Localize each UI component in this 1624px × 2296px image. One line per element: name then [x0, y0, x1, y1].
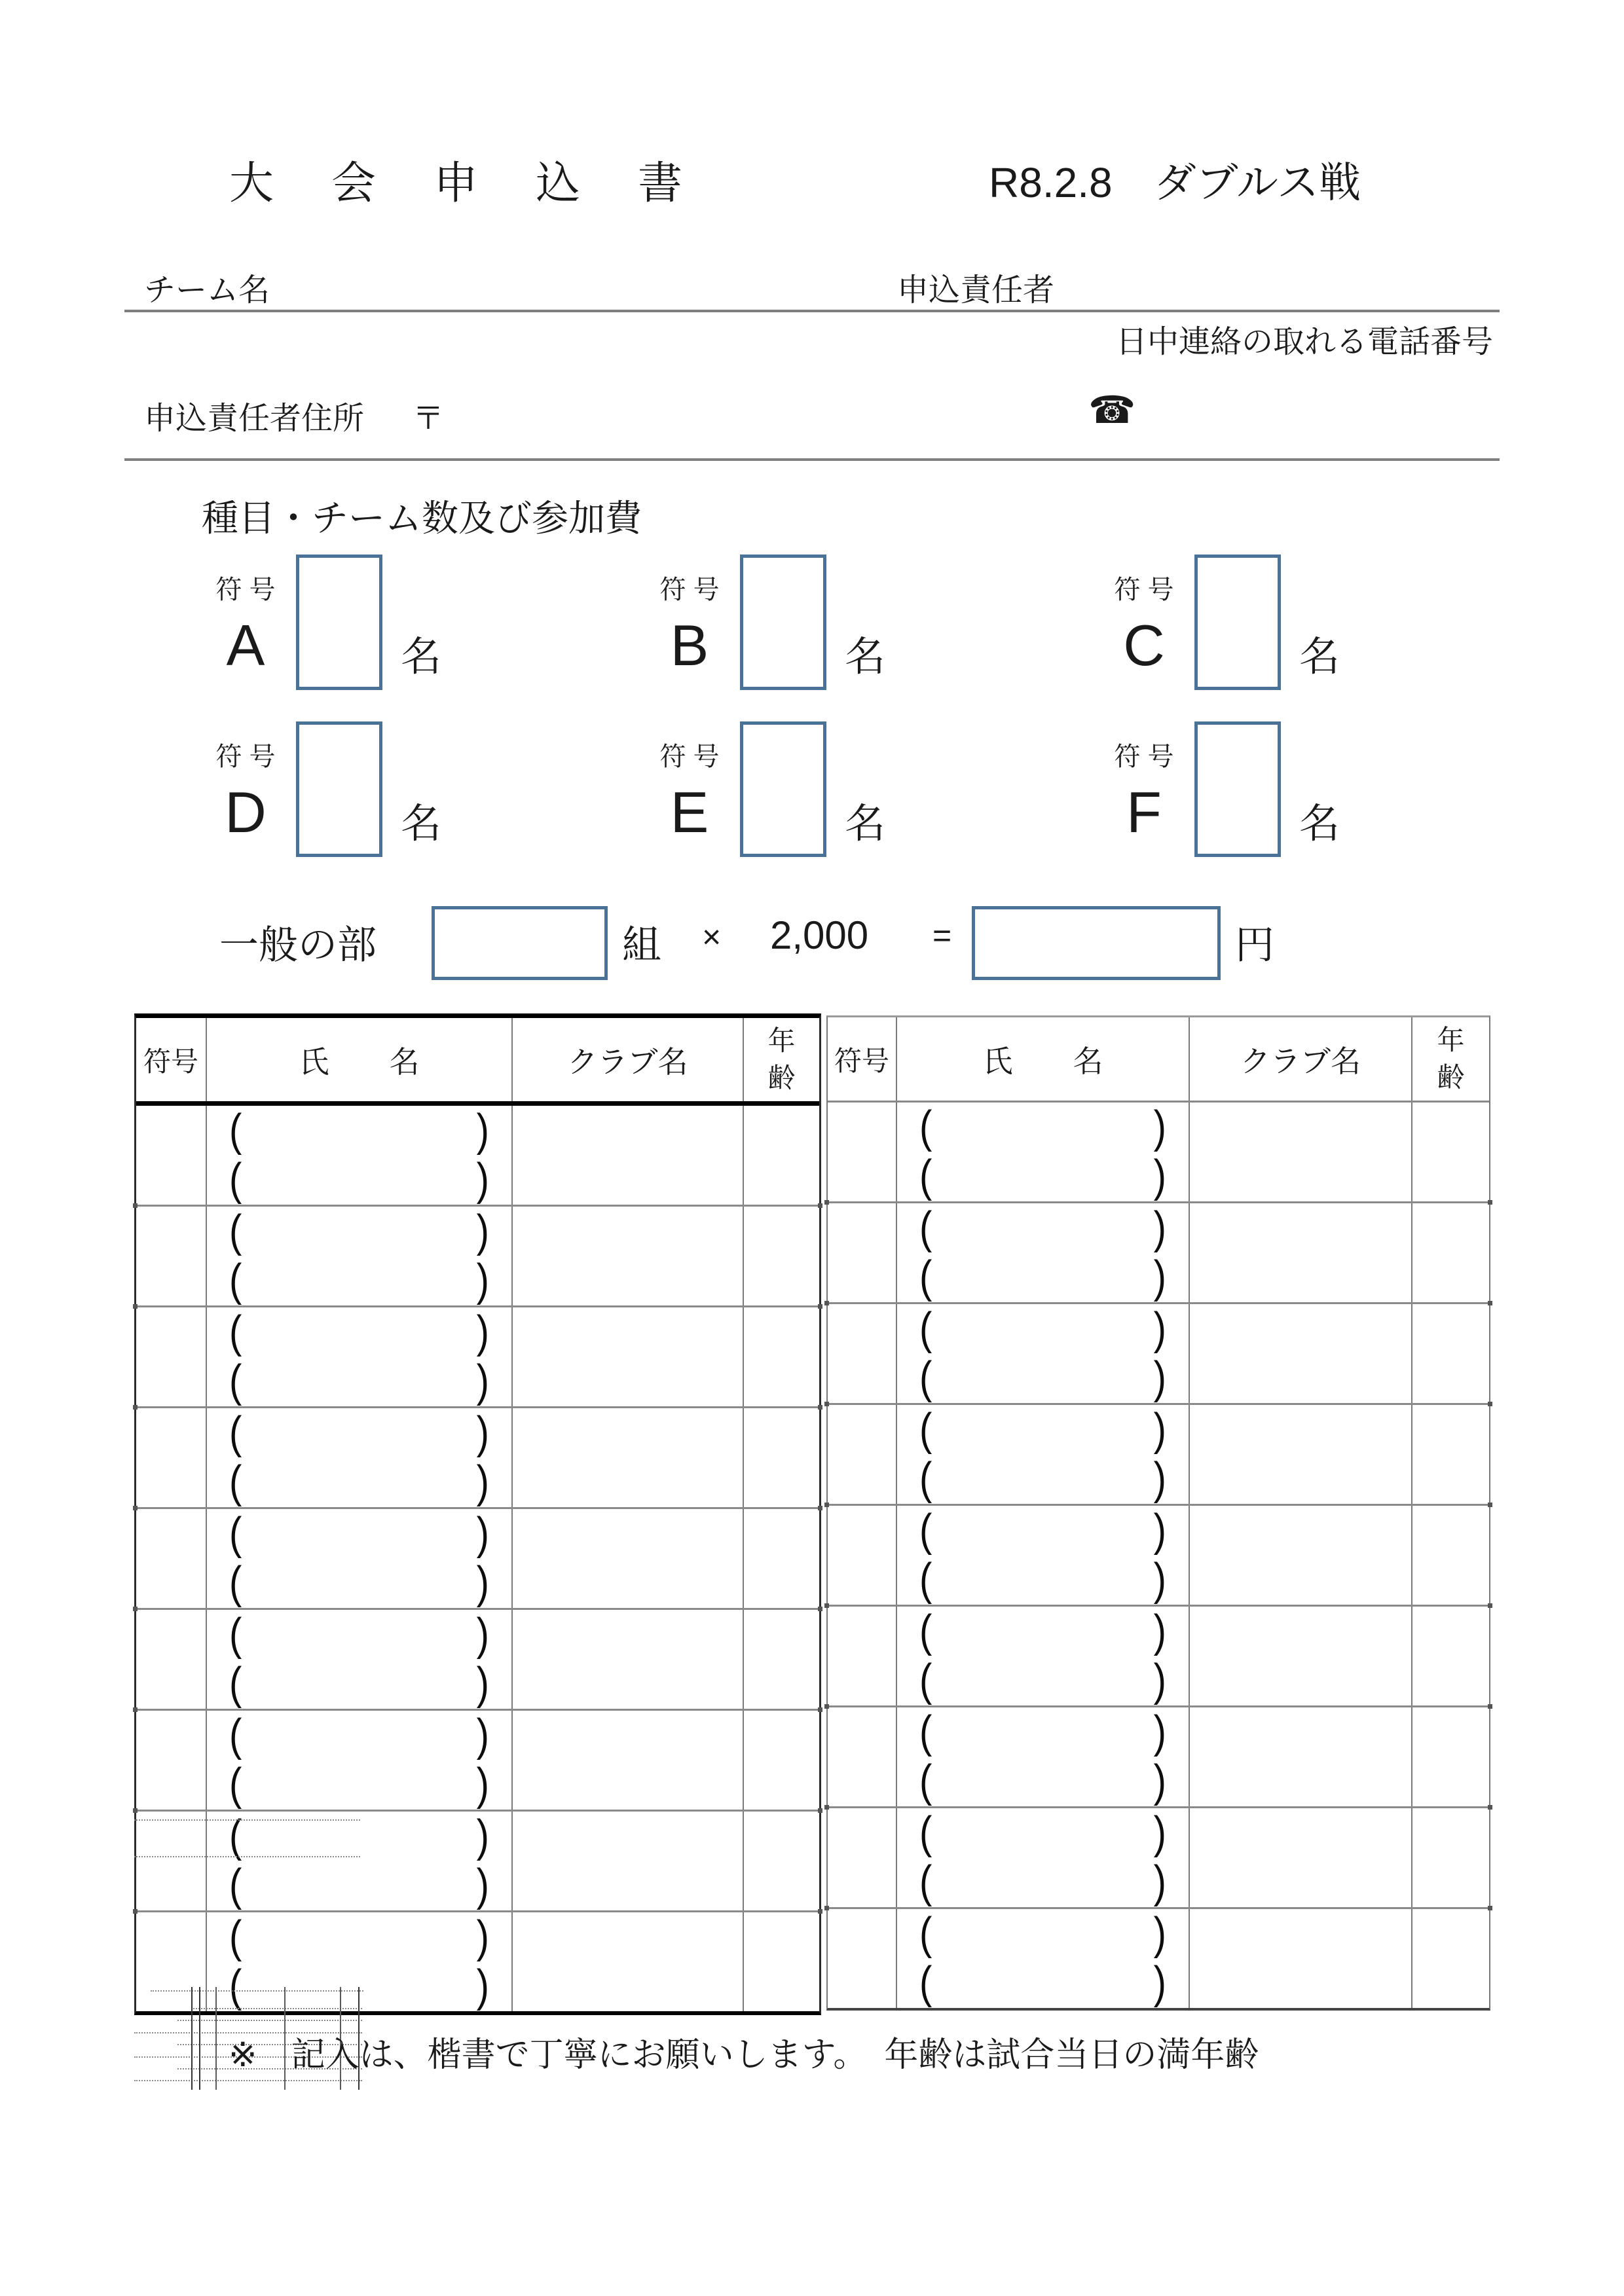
table-row [828, 1605, 1489, 1705]
entry-code-group-a [196, 555, 563, 690]
roster-name-cell[interactable] [207, 1812, 513, 1910]
col-header-age [744, 1018, 819, 1101]
scan-artifact-line [199, 1987, 200, 2090]
age-header-line2: 齢 [767, 1062, 796, 1093]
code-count-box-f[interactable] [1194, 721, 1281, 857]
scan-artifact-line [151, 1990, 363, 1992]
roster-age-cell[interactable] [1412, 1405, 1489, 1504]
table-row [828, 1102, 1489, 1201]
roster-code-cell[interactable] [828, 1707, 897, 1806]
paren-close: ) [1153, 1353, 1166, 1404]
roster-name-line[interactable] [207, 1458, 511, 1508]
paren-close: ) [1153, 1908, 1166, 1959]
entry-code-group-c [1095, 555, 1462, 690]
roster-code-cell[interactable] [828, 1405, 897, 1504]
roster-name-line[interactable] [207, 1711, 511, 1760]
table-row [828, 1504, 1489, 1605]
paren-close: ) [1153, 1404, 1166, 1455]
roster-name-line[interactable] [897, 1757, 1189, 1807]
paren-close: ) [476, 1709, 489, 1760]
roster-age-cell[interactable] [744, 1509, 819, 1608]
paren-close: ) [1153, 1151, 1166, 1202]
roster-name-line[interactable] [897, 1102, 1189, 1152]
telephone-icon: ☎ [1088, 389, 1136, 431]
scan-artifact-line [177, 2020, 362, 2021]
scan-artifact-line [191, 2008, 362, 2009]
roster-name-cell[interactable] [897, 1102, 1190, 1201]
roster-club-cell[interactable] [513, 1307, 744, 1406]
table-row [136, 1810, 819, 1910]
roster-age-cell[interactable] [744, 1711, 819, 1810]
postal-mark-icon: 〒 [413, 401, 445, 436]
roster-club-cell[interactable] [513, 1106, 744, 1205]
paren-close: ) [1153, 1655, 1166, 1706]
roster-code-cell[interactable] [828, 1506, 897, 1605]
pairs-count-box[interactable] [432, 906, 608, 980]
age-header-line2: 齢 [1437, 1061, 1465, 1093]
paren-open: ( [229, 1205, 242, 1256]
paren-open: ( [919, 1756, 932, 1807]
scan-artifact-line [134, 1856, 360, 1857]
entry-code-group-d [196, 721, 563, 857]
event-date-title: R8.2.8 ダブルス戦 [989, 159, 1361, 206]
roster-name-cell[interactable] [207, 1711, 513, 1810]
roster-code-cell[interactable] [136, 1610, 207, 1709]
paren-open: ( [229, 1558, 242, 1609]
paren-close: ) [476, 1911, 489, 1962]
code-letter: B [670, 613, 709, 678]
daytime-phone-label: 日中連絡の取れる電話番号 [1115, 325, 1493, 359]
paren-close: ) [1153, 1857, 1166, 1908]
col-header-name: 氏 名 [897, 1017, 1190, 1101]
roster-club-cell[interactable] [513, 1408, 744, 1507]
roster-club-cell[interactable] [1190, 1405, 1412, 1504]
paren-close: ) [476, 1860, 489, 1911]
paren-open: ( [919, 1504, 932, 1556]
roster-name-cell[interactable] [207, 1509, 513, 1608]
paren-open: ( [919, 1908, 932, 1959]
roster-club-cell[interactable] [1190, 1707, 1412, 1806]
col-header-code: 符号 [136, 1018, 207, 1101]
paren-open: ( [229, 1810, 242, 1861]
paren-open: ( [919, 1857, 932, 1908]
roster-club-cell[interactable] [513, 1207, 744, 1305]
roster-name-line[interactable] [207, 1760, 511, 1810]
code-label: 符 号 [1114, 742, 1174, 771]
roster-age-cell[interactable] [1412, 1707, 1489, 1806]
roster-code-cell[interactable] [828, 1808, 897, 1907]
roster-age-cell[interactable] [744, 1610, 819, 1709]
general-division-label: 一般の部 [219, 923, 377, 967]
roster-name-line[interactable] [897, 1909, 1189, 1959]
paren-open: ( [919, 1101, 932, 1152]
paren-close: ) [476, 1759, 489, 1810]
code-count-box-e[interactable] [740, 721, 826, 857]
roster-name-line[interactable] [897, 1405, 1189, 1455]
footnote-instructions: ※ 記入は、楷書で丁寧にお願いします。 年齢は試合当日の満年齢 [229, 2036, 1259, 2074]
paren-close: ) [1153, 1101, 1166, 1152]
paren-open: ( [919, 1252, 932, 1303]
roster-name-cell[interactable] [897, 1607, 1190, 1705]
roster-name-line[interactable] [897, 1656, 1189, 1706]
manager-address-field[interactable] [458, 386, 1048, 452]
paren-close: ) [476, 1961, 489, 2012]
paren-close: ) [476, 1457, 489, 1508]
table-row [828, 1403, 1489, 1504]
age-header-line1: 年 [1437, 1024, 1465, 1055]
code-label: 符 号 [659, 575, 720, 604]
entry-code-group-e [640, 721, 1007, 857]
col-header-club: クラブ名 [513, 1018, 744, 1101]
roster-age-cell[interactable] [744, 1912, 819, 2011]
paren-close: ) [476, 1356, 489, 1407]
table-row [136, 1305, 819, 1406]
paren-close: ) [1153, 1453, 1166, 1504]
roster-club-cell[interactable] [1190, 1808, 1412, 1907]
paren-open: ( [919, 1807, 932, 1858]
col-header-name: 氏 名 [207, 1018, 513, 1101]
roster-club-cell[interactable] [1190, 1203, 1412, 1302]
paren-open: ( [229, 1860, 242, 1911]
table-row [136, 1406, 819, 1507]
col-header-club: クラブ名 [1190, 1017, 1412, 1101]
paren-open: ( [229, 1759, 242, 1810]
equals-sign: = [932, 917, 952, 954]
roster-club-cell[interactable] [513, 1711, 744, 1810]
paren-open: ( [919, 1655, 932, 1706]
header-rule-bottom [124, 458, 1500, 461]
paren-open: ( [229, 1255, 242, 1306]
age-header-line1: 年 [767, 1025, 796, 1056]
code-letter: D [225, 780, 267, 845]
roster-table-right [826, 1015, 1490, 2011]
roster-name-line[interactable] [207, 1357, 511, 1407]
paren-close: ) [476, 1104, 489, 1156]
roster-name-cell[interactable] [897, 1808, 1190, 1907]
paren-open: ( [229, 1457, 242, 1508]
roster-code-cell[interactable] [828, 1304, 897, 1403]
code-unit-label: 名 [1299, 634, 1340, 680]
entry-code-group-b [640, 555, 1007, 690]
scan-artifact-line [134, 1819, 360, 1821]
manager-address-label: 申込責任者住所 [144, 401, 365, 436]
table-row [136, 1507, 819, 1608]
page-title: 大 会 申 込 書 [229, 158, 690, 208]
scan-artifact-line [191, 1987, 193, 2090]
paren-close: ) [476, 1255, 489, 1306]
total-fee-box[interactable] [972, 906, 1221, 980]
roster-table-left [134, 1013, 821, 2015]
roster-name-line[interactable] [897, 1959, 1189, 2009]
paren-close: ) [476, 1558, 489, 1609]
scan-artifact-line [215, 1987, 217, 2090]
roster-code-cell[interactable] [828, 1102, 897, 1201]
roster-age-cell[interactable] [1412, 1304, 1489, 1403]
roster-club-cell[interactable] [1190, 1506, 1412, 1605]
currency-label: 円 [1235, 923, 1274, 967]
roster-name-cell[interactable] [207, 1106, 513, 1205]
pairs-unit-label: 組 [622, 923, 661, 967]
roster-name-line[interactable] [207, 1307, 511, 1357]
paren-close: ) [1153, 1756, 1166, 1807]
roster-name-line[interactable] [897, 1203, 1189, 1253]
roster-name-line[interactable] [207, 1207, 511, 1256]
roster-age-cell[interactable] [744, 1408, 819, 1507]
roster-club-cell[interactable] [513, 1812, 744, 1910]
roster-age-cell[interactable] [744, 1307, 819, 1406]
table-row [136, 1910, 819, 2011]
paren-open: ( [919, 1353, 932, 1404]
roster-name-cell[interactable] [897, 1304, 1190, 1403]
roster-name-cell[interactable] [207, 1207, 513, 1305]
roster-club-cell[interactable] [1190, 1909, 1412, 2008]
roster-code-cell[interactable] [136, 1106, 207, 1205]
table-row [828, 1907, 1489, 2008]
roster-name-cell[interactable] [897, 1707, 1190, 1806]
paren-open: ( [919, 1554, 932, 1605]
fee-per-pair: 2,000 [770, 913, 869, 957]
multiply-sign: × [702, 919, 722, 955]
roster-code-cell[interactable] [136, 1408, 207, 1507]
code-label: 符 号 [659, 742, 720, 771]
roster-age-cell[interactable] [1412, 1909, 1489, 2008]
paren-open: ( [919, 1453, 932, 1504]
paren-open: ( [919, 1958, 932, 2009]
roster-name-cell[interactable] [207, 1912, 513, 2011]
roster-body [136, 1106, 819, 2011]
table-row [136, 1709, 819, 1810]
roster-name-line[interactable] [207, 1106, 511, 1156]
code-count-box-c[interactable] [1194, 555, 1281, 690]
roster-name-line[interactable] [897, 1506, 1189, 1556]
roster-name-cell[interactable] [897, 1909, 1190, 2008]
entry-code-labels [196, 555, 295, 678]
paren-open: ( [919, 1404, 932, 1455]
col-header-age [1412, 1017, 1489, 1101]
roster-name-line[interactable] [207, 1610, 511, 1660]
roster-code-cell[interactable] [828, 1607, 897, 1705]
roster-name-cell[interactable] [897, 1506, 1190, 1605]
roster-club-cell[interactable] [1190, 1304, 1412, 1403]
table-row [828, 1302, 1489, 1403]
paren-close: ) [1153, 1303, 1166, 1354]
roster-header [136, 1018, 819, 1106]
code-count-box-b[interactable] [740, 555, 826, 690]
paren-close: ) [476, 1508, 489, 1559]
roster-code-cell[interactable] [136, 1812, 207, 1910]
entry-code-labels [640, 721, 739, 845]
paren-open: ( [229, 1407, 242, 1458]
roster-name-line[interactable] [897, 1808, 1189, 1858]
table-row [136, 1608, 819, 1709]
roster-age-cell[interactable] [1412, 1102, 1489, 1201]
roster-age-cell[interactable] [1412, 1607, 1489, 1705]
roster-name-cell[interactable] [207, 1610, 513, 1709]
paren-close: ) [476, 1205, 489, 1256]
col-header-code: 符号 [828, 1017, 897, 1101]
roster-name-cell[interactable] [897, 1405, 1190, 1504]
entry-code-group-f [1095, 721, 1462, 857]
table-row [136, 1106, 819, 1205]
code-letter: C [1123, 613, 1165, 678]
paren-close: ) [1153, 1202, 1166, 1253]
paren-close: ) [1153, 1807, 1166, 1858]
entry-code-labels [640, 555, 739, 678]
paren-close: ) [476, 1810, 489, 1861]
roster-name-line[interactable] [207, 1660, 511, 1709]
paren-close: ) [1153, 1252, 1166, 1303]
roster-name-line[interactable] [897, 1253, 1189, 1303]
roster-code-cell[interactable] [136, 1711, 207, 1810]
manager-label: 申込責任者 [897, 273, 1055, 308]
roster-name-cell[interactable] [897, 1203, 1190, 1302]
paren-close: ) [1153, 1504, 1166, 1556]
code-count-box-d[interactable] [296, 721, 382, 857]
table-row [828, 1705, 1489, 1806]
code-unit-label: 名 [401, 634, 442, 680]
paren-close: ) [476, 1658, 489, 1709]
roster-name-line[interactable] [897, 1455, 1189, 1504]
manager-name-field[interactable] [1087, 259, 1493, 308]
paren-open: ( [919, 1202, 932, 1253]
phone-number-field[interactable] [1139, 386, 1493, 452]
roster-name-cell[interactable] [207, 1408, 513, 1507]
code-unit-label: 名 [1299, 801, 1340, 847]
entry-code-labels [1095, 555, 1193, 678]
code-letter: E [670, 780, 709, 845]
paren-close: ) [476, 1407, 489, 1458]
roster-age-cell[interactable] [744, 1207, 819, 1305]
code-label: 符 号 [1114, 575, 1174, 604]
roster-code-cell[interactable] [136, 1307, 207, 1406]
paren-open: ( [229, 1709, 242, 1760]
roster-name-line[interactable] [207, 1256, 511, 1306]
header-rule-top [124, 310, 1500, 312]
roster-name-line[interactable] [897, 1304, 1189, 1354]
roster-club-cell[interactable] [513, 1610, 744, 1709]
paren-close: ) [1153, 1706, 1166, 1757]
table-row [828, 1201, 1489, 1302]
roster-name-line[interactable] [207, 1559, 511, 1609]
roster-name-line[interactable] [897, 1556, 1189, 1605]
code-label: 符 号 [215, 575, 276, 604]
paren-open: ( [919, 1605, 932, 1656]
entry-code-labels [1095, 721, 1193, 845]
roster-name-line[interactable] [897, 1858, 1189, 1908]
roster-body [828, 1102, 1489, 2008]
paren-open: ( [229, 1306, 242, 1357]
roster-age-cell[interactable] [744, 1106, 819, 1205]
team-name-field[interactable] [288, 259, 805, 308]
table-row [828, 1806, 1489, 1907]
roster-club-cell[interactable] [513, 1912, 744, 2011]
code-unit-label: 名 [845, 634, 886, 680]
paren-close: ) [476, 1154, 489, 1205]
roster-age-cell[interactable] [1412, 1808, 1489, 1907]
table-row [136, 1205, 819, 1305]
roster-name-line[interactable] [207, 1509, 511, 1559]
paren-close: ) [1153, 1554, 1166, 1605]
code-label: 符 号 [215, 742, 276, 771]
paren-open: ( [229, 1911, 242, 1962]
paren-open: ( [229, 1154, 242, 1205]
roster-name-line[interactable] [207, 1912, 511, 1962]
roster-club-cell[interactable] [1190, 1607, 1412, 1705]
code-count-box-a[interactable] [296, 555, 382, 690]
roster-name-line[interactable] [897, 1607, 1189, 1656]
paren-open: ( [919, 1151, 932, 1202]
code-unit-label: 名 [845, 801, 886, 847]
entry-code-labels [196, 721, 295, 845]
paren-open: ( [229, 1609, 242, 1660]
roster-name-line[interactable] [207, 1156, 511, 1205]
roster-name-line[interactable] [897, 1152, 1189, 1202]
roster-code-cell[interactable] [136, 1207, 207, 1305]
roster-code-cell[interactable] [828, 1203, 897, 1302]
roster-name-line[interactable] [897, 1354, 1189, 1404]
paren-open: ( [229, 1508, 242, 1559]
code-unit-label: 名 [401, 801, 442, 847]
paren-open: ( [229, 1356, 242, 1407]
roster-name-line[interactable] [207, 1408, 511, 1458]
scan-artifact-line [134, 2080, 362, 2081]
roster-header [828, 1017, 1489, 1102]
paren-open: ( [919, 1303, 932, 1354]
roster-name-line[interactable] [897, 1707, 1189, 1757]
roster-age-cell[interactable] [1412, 1506, 1489, 1605]
paren-close: ) [476, 1306, 489, 1357]
roster-code-cell[interactable] [136, 1912, 207, 2011]
roster-age-cell[interactable] [744, 1812, 819, 1910]
roster-name-cell[interactable] [207, 1307, 513, 1406]
code-letter: A [226, 613, 265, 678]
code-letter: F [1126, 780, 1162, 845]
roster-age-cell[interactable] [1412, 1203, 1489, 1302]
roster-name-line[interactable] [207, 1861, 511, 1911]
team-name-label: チーム名 [144, 273, 270, 308]
paren-open: ( [229, 1104, 242, 1156]
roster-code-cell[interactable] [136, 1509, 207, 1608]
roster-club-cell[interactable] [1190, 1102, 1412, 1201]
paren-open: ( [229, 1658, 242, 1709]
paren-close: ) [476, 1609, 489, 1660]
fees-section-heading: 種目・チーム数及び参加費 [202, 498, 642, 539]
paren-open: ( [229, 1961, 242, 2012]
paren-close: ) [1153, 1958, 1166, 2009]
paren-close: ) [1153, 1605, 1166, 1656]
paren-open: ( [919, 1706, 932, 1757]
roster-club-cell[interactable] [513, 1509, 744, 1608]
roster-code-cell[interactable] [828, 1909, 897, 2008]
